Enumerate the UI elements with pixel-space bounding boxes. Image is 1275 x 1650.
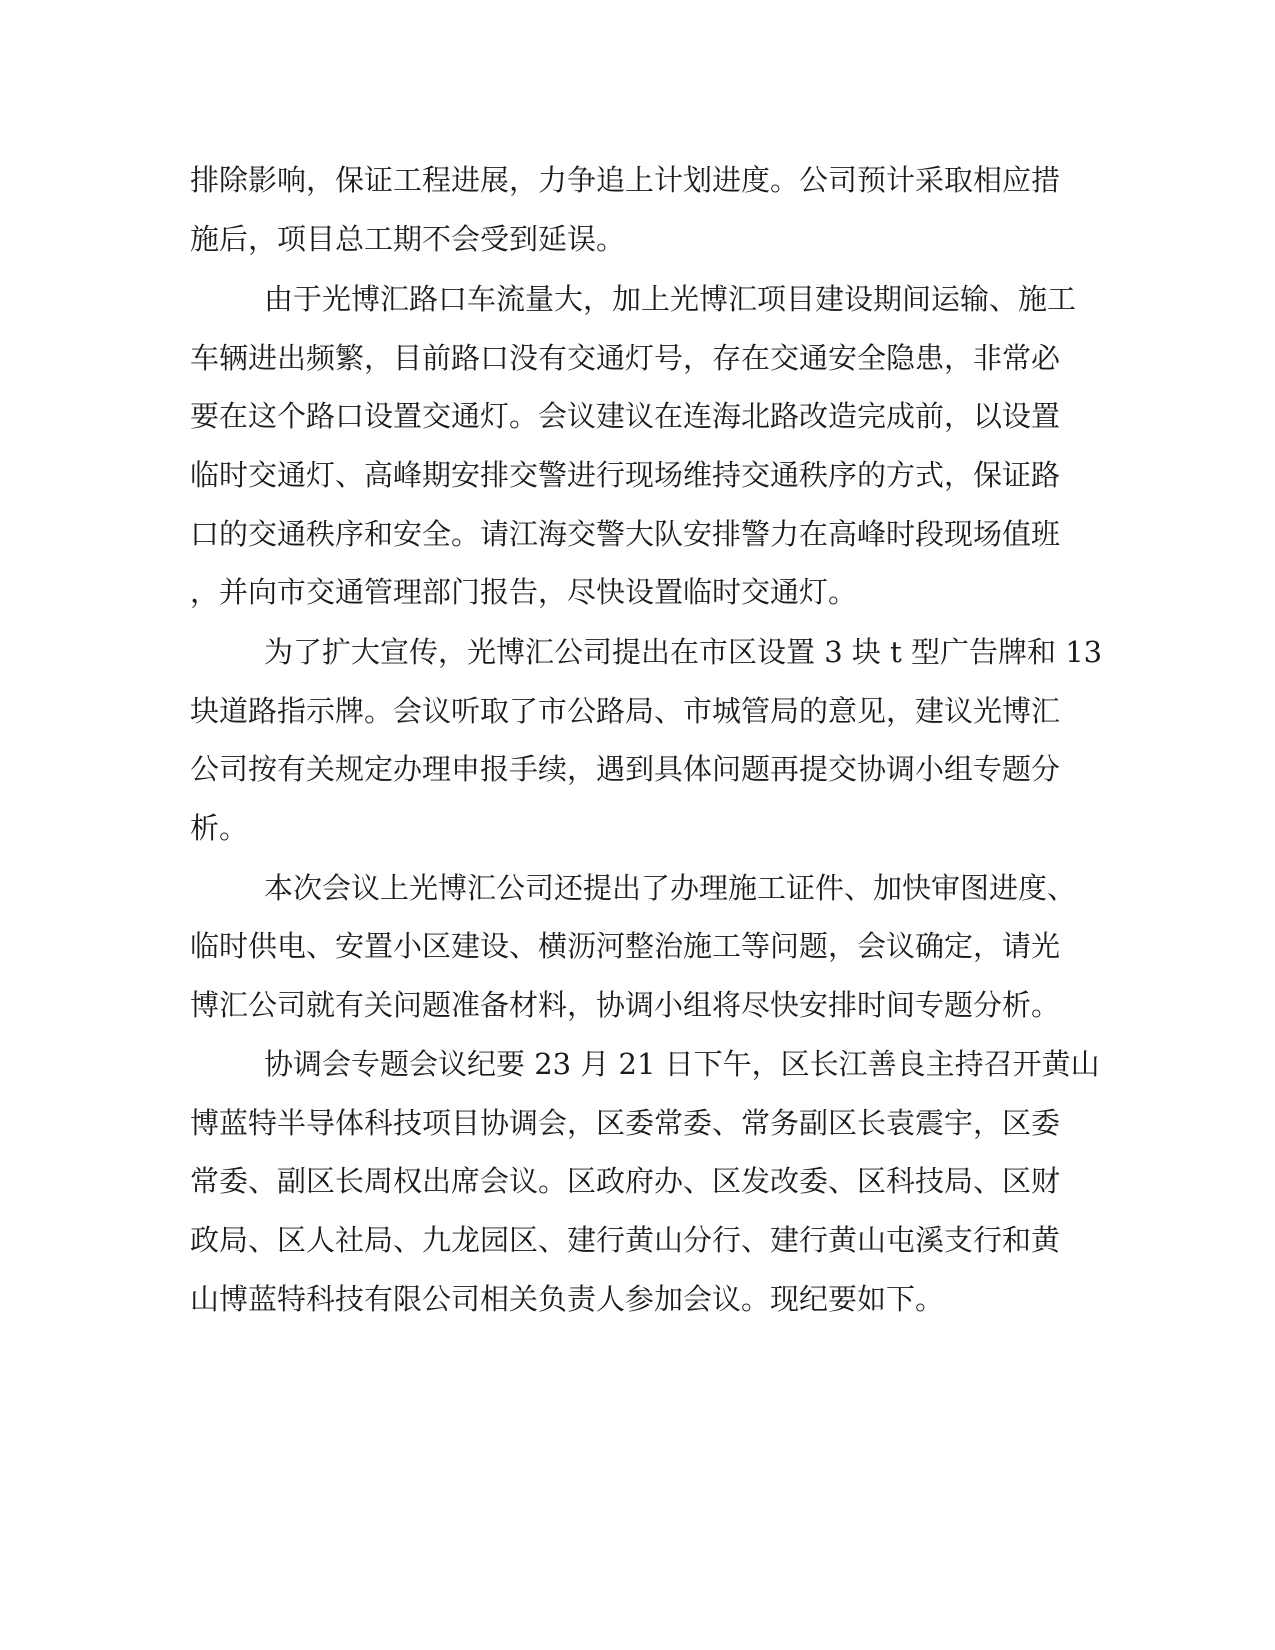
paragraph-5-line-5: 山博蓝特科技有限公司相关负责人参加会议。现纪要如下。	[190, 1282, 945, 1316]
paragraph-5-line-3: 常委、副区长周权出席会议。区政府办、区发改委、区科技局、区财	[190, 1164, 1061, 1198]
paragraph-3-line-3: 公司按有关规定办理申报手续，遇到具体问题再提交协调小组专题分	[190, 752, 1061, 786]
paragraph-2-line-3: 要在这个路口设置交通灯。会议建议在连海北路改造完成前，以设置	[190, 399, 1061, 433]
paragraph-2-line-2: 车辆进出频繁，目前路口没有交通灯号，存在交通安全隐患，非常必	[190, 341, 1061, 375]
paragraph-2-line-1: 由于光博汇路口车流量大，加上光博汇项目建设期间运输、施工	[264, 282, 1077, 316]
paragraph-2-line-5: 口的交通秩序和安全。请江海交警大队安排警力在高峰时段现场值班	[190, 517, 1061, 551]
paragraph-3-line-4: 析。	[190, 811, 249, 845]
paragraph-3-line-2: 块道路指示牌。会议听取了市公路局、市城管局的意见，建议光博汇	[190, 694, 1061, 728]
paragraph-4-line-3: 博汇公司就有关问题准备材料，协调小组将尽快安排时间专题分析。	[190, 988, 1061, 1022]
paragraph-5-line-2: 博蓝特半导体科技项目协调会，区委常委、常务副区长袁震宇，区委	[190, 1106, 1061, 1140]
paragraph-1-line-2: 施后，项目总工期不会受到延误。	[190, 222, 626, 256]
paragraph-5-line-1: 协调会专题会议纪要 23 月 21 日下午，区长江善良主持召开黄山	[264, 1047, 1100, 1081]
paragraph-5-line-4: 政局、区人社局、九龙园区、建行黄山分行、建行黄山屯溪支行和黄	[190, 1223, 1061, 1257]
paragraph-2-line-6: ，并向市交通管理部门报告，尽快设置临时交通灯。	[190, 575, 858, 609]
paragraph-4-line-2: 临时供电、安置小区建设、横沥河整治施工等问题，会议确定，请光	[190, 929, 1061, 963]
paragraph-2-line-4: 临时交通灯、高峰期安排交警进行现场维持交通秩序的方式，保证路	[190, 458, 1061, 492]
paragraph-1-line-1: 排除影响，保证工程进展，力争追上计划进度。公司预计采取相应措	[190, 163, 1061, 197]
paragraph-4-line-1: 本次会议上光博汇公司还提出了办理施工证件、加快审图进度、	[264, 871, 1077, 905]
paragraph-3-line-1: 为了扩大宣传，光博汇公司提出在市区设置 3 块 t 型广告牌和 13	[264, 635, 1103, 669]
